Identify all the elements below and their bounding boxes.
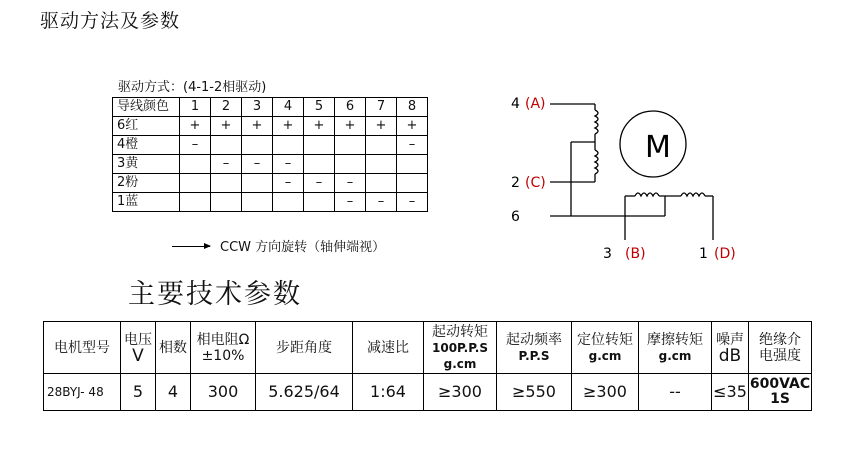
table-row [44, 374, 812, 411]
sequence-cell [242, 174, 273, 193]
wire-number: 3 [603, 246, 612, 262]
sequence-cell [366, 155, 397, 174]
header-line: 步距角度 [276, 339, 332, 356]
sequence-cell: – [366, 193, 397, 212]
sequence-cell [397, 174, 428, 193]
sequence-cell [211, 136, 242, 155]
value-cell: 5.625/64 [256, 374, 353, 411]
header-line: dB [718, 345, 742, 366]
header-line: 起动频率 [506, 331, 562, 348]
table-row [113, 174, 428, 193]
header-cell [424, 322, 497, 374]
sequence-cell: – [335, 174, 366, 193]
sequence-cell [304, 155, 335, 174]
value-cell: ≥300 [424, 374, 497, 411]
sequence-cell: + [335, 117, 366, 136]
sequence-cell [366, 174, 397, 193]
motor-letter: M [645, 130, 671, 165]
wire-color-header: 导线颜色 [113, 98, 180, 117]
sequence-cell: – [397, 193, 428, 212]
header-cell [572, 322, 639, 374]
wire-label: 2粉 [113, 174, 180, 193]
step-header: 1 [180, 98, 211, 117]
header-line: ±10% [201, 347, 245, 364]
sequence-cell [273, 136, 304, 155]
wire-number: 1 [699, 246, 708, 262]
header-cell [497, 322, 572, 374]
wire-letter: (D) [714, 246, 736, 262]
table-header-row [113, 98, 428, 117]
sequence-cell [180, 193, 211, 212]
coil-d [681, 193, 705, 196]
header-line: g.cm [588, 348, 622, 363]
params-title: 主要技术参数 [128, 279, 302, 310]
table-row [113, 136, 428, 155]
header-cell [44, 322, 121, 374]
header-line: 电机型号 [54, 339, 110, 356]
wire-label: 3黄 [113, 155, 180, 174]
sequence-cell: + [242, 117, 273, 136]
wire-number: 4 [511, 96, 520, 112]
header-cell [121, 322, 156, 374]
sequence-cell [211, 174, 242, 193]
sequence-cell [304, 136, 335, 155]
header-line: P.P.S [518, 348, 550, 363]
sequence-cell [242, 193, 273, 212]
page-title: 驱动方法及参数 [40, 10, 181, 32]
wire-label: 1蓝 [113, 193, 180, 212]
sequence-cell: + [180, 117, 211, 136]
header-line: 绝缘介 [759, 331, 801, 348]
sequence-cell [273, 193, 304, 212]
sequence-cell: + [304, 117, 335, 136]
sequence-cell: – [335, 193, 366, 212]
header-line: 相数 [159, 339, 187, 356]
sequence-cell [366, 136, 397, 155]
sequence-cell: – [273, 155, 304, 174]
value-cell: 5 [121, 374, 156, 411]
table-row [113, 155, 428, 174]
step-header: 5 [304, 98, 335, 117]
params-table [43, 321, 812, 411]
sequence-cell: + [211, 117, 242, 136]
wiring-diagram [495, 80, 755, 270]
direction-note [172, 236, 385, 255]
sequence-cell: – [397, 136, 428, 155]
wire-letter: (C) [525, 175, 546, 191]
sequence-cell [335, 155, 366, 174]
sequence-cell [242, 136, 273, 155]
header-line: 相电阻Ω [196, 331, 250, 348]
header-cell [712, 322, 749, 374]
value-cell: 1:64 [353, 374, 424, 411]
header-line: g.cm [658, 348, 692, 363]
header-line: 摩擦转矩 [647, 331, 703, 348]
sequence-cell [211, 193, 242, 212]
table-row [113, 193, 428, 212]
header-line: 噪声 [716, 331, 744, 348]
wire-letter: (A) [525, 96, 546, 112]
header-line: 电强度 [759, 347, 801, 364]
step-header: 2 [211, 98, 242, 117]
sequence-cell: – [242, 155, 273, 174]
drive-caption: 驱动方式：(4-1-2相驱动) [118, 80, 267, 95]
sequence-cell: + [273, 117, 304, 136]
value-line: 600VAC [749, 376, 811, 392]
value-cell: ≥550 [497, 374, 572, 411]
step-header: 6 [335, 98, 366, 117]
header-line: 100P.P.S [432, 340, 488, 355]
wire-number: 6 [511, 209, 520, 225]
value-cell: -- [639, 374, 712, 411]
value-cell: ≥300 [572, 374, 639, 411]
value-cell [749, 374, 812, 411]
coil-c [595, 150, 598, 174]
direction-text: CCW 方向旋转（轴伸端视） [220, 240, 386, 255]
value-line: 1S [770, 391, 790, 407]
header-line: 定位转矩 [577, 331, 633, 348]
sequence-cell [180, 174, 211, 193]
header-line: g.cm [443, 356, 477, 371]
sequence-cell: – [211, 155, 242, 174]
step-header: 3 [242, 98, 273, 117]
value-cell: 4 [156, 374, 191, 411]
header-cell [749, 322, 812, 374]
step-header: 4 [273, 98, 304, 117]
header-line: 减速比 [367, 339, 409, 356]
header-cell [639, 322, 712, 374]
header-line: 电压 [124, 331, 152, 348]
table-header-row [44, 322, 812, 374]
table-row [113, 117, 428, 136]
header-cell [156, 322, 191, 374]
value-cell: 300 [191, 374, 256, 411]
wire-number: 2 [511, 175, 520, 191]
step-header: 8 [397, 98, 428, 117]
header-cell [256, 322, 353, 374]
sequence-cell: + [397, 117, 428, 136]
arrow-right-icon [172, 246, 210, 247]
header-line: V [132, 345, 144, 366]
sequence-cell [335, 136, 366, 155]
sequence-cell [397, 155, 428, 174]
drive-sequence-table [112, 97, 428, 212]
sequence-cell: + [366, 117, 397, 136]
sequence-cell: – [180, 136, 211, 155]
coil-a [595, 110, 598, 134]
step-header: 7 [366, 98, 397, 117]
sequence-cell [304, 193, 335, 212]
header-cell [353, 322, 424, 374]
sequence-cell [180, 155, 211, 174]
value-cell: 28BYJ- 48 [44, 374, 121, 411]
wire-label: 4橙 [113, 136, 180, 155]
wire-letter: (B) [625, 246, 646, 262]
wire-label: 6红 [113, 117, 180, 136]
sequence-cell: – [273, 174, 304, 193]
sequence-cell: – [304, 174, 335, 193]
coil-b [635, 193, 659, 196]
header-cell [191, 322, 256, 374]
header-line: 起动转矩 [432, 323, 488, 340]
value-cell: ≤35 [712, 374, 749, 411]
